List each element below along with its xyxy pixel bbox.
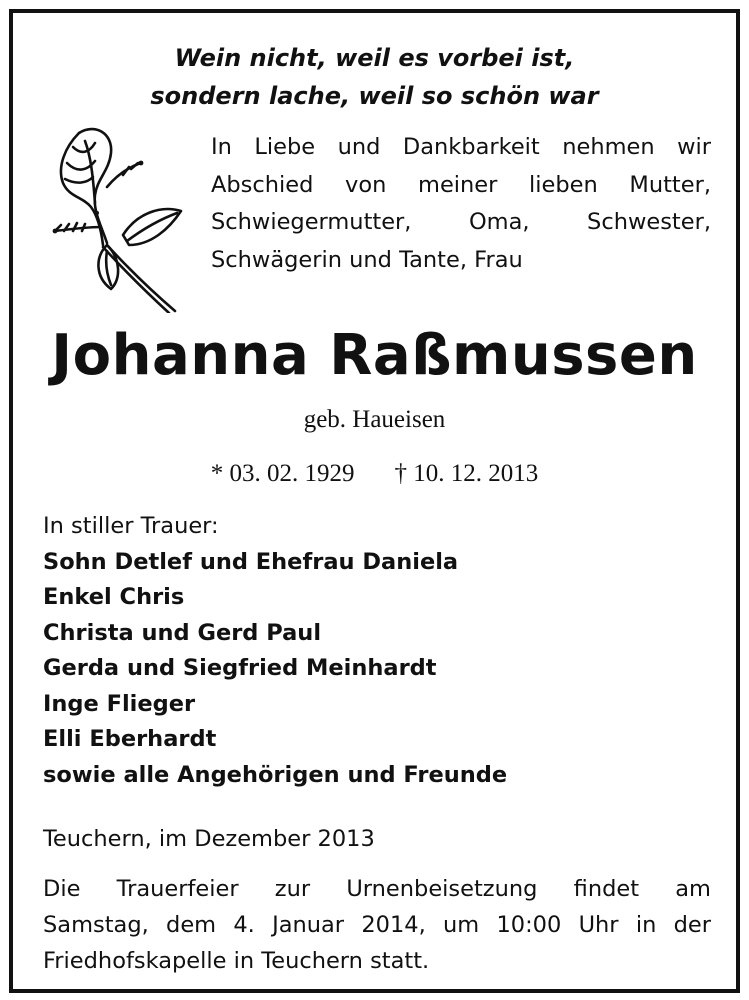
- ceremony-word: zur: [274, 876, 311, 902]
- intro-text: [211, 129, 711, 279]
- intro-word: und: [337, 134, 381, 160]
- intro-line: [211, 242, 711, 280]
- mourner: Enkel Chris: [43, 584, 185, 610]
- ceremony-word: Friedhofskapelle in Teuchern statt.: [43, 948, 430, 974]
- intro-word: In: [211, 134, 232, 160]
- ceremony-word: Die: [43, 876, 81, 902]
- ceremony-word: um: [443, 912, 480, 938]
- intro-word: lieben: [529, 171, 598, 198]
- calla-lily-icon: [37, 117, 187, 313]
- mourner: Gerda und Siegfried Meinhardt: [43, 655, 437, 681]
- obituary-frame: [9, 9, 740, 993]
- mourners-heading: In stiller Trauer:: [43, 513, 219, 539]
- ceremony-word: Trauerfeier: [116, 876, 239, 902]
- place-and-date: Teuchern, im Dezember 2013: [43, 826, 375, 852]
- ceremony-line: [43, 907, 711, 943]
- ceremony-word: der: [673, 912, 711, 938]
- ceremony-word: am: [675, 876, 711, 902]
- ceremony-line: [43, 943, 711, 979]
- intro-word: Abschied: [211, 171, 314, 198]
- ceremony-word: Samstag,: [43, 912, 149, 938]
- ceremony-word: in: [635, 912, 657, 938]
- motto-line-2: sondern lache, weil so schön war: [150, 82, 599, 110]
- intro-word: Mutter,: [629, 171, 711, 198]
- deceased-name: Johanna Raßmussen: [51, 323, 698, 388]
- intro-word: nehmen: [562, 134, 655, 160]
- intro-line: [211, 129, 711, 167]
- mourner: Inge Flieger: [43, 690, 196, 717]
- mourner: Elli Eberhardt: [43, 726, 217, 752]
- ceremony-word: 4.: [233, 912, 255, 938]
- intro-word: Schwester,: [587, 209, 711, 235]
- intro-word: von: [345, 171, 387, 198]
- intro-word: Oma,: [468, 209, 530, 235]
- mourners-list: [43, 509, 723, 793]
- intro-word: wir: [677, 134, 711, 160]
- motto-line-1: Wein nicht, weil es vorbei ist,: [174, 44, 575, 72]
- ceremony-notice: [43, 871, 711, 979]
- ceremony-word: 10:00: [496, 912, 562, 938]
- maiden-name: geb. Haueisen: [303, 406, 446, 433]
- mourner: sowie alle Angehörigen und Freunde: [43, 761, 508, 788]
- ceremony-word: dem: [166, 912, 217, 938]
- birth-date: * 03. 02. 1929: [210, 460, 355, 487]
- intro-word: Liebe: [254, 134, 316, 160]
- mourner: Christa und Gerd Paul: [43, 619, 322, 646]
- intro-line: [211, 167, 711, 205]
- intro-word: Dankbarkeit: [402, 134, 540, 160]
- death-date: † 10. 12. 2013: [394, 460, 539, 487]
- mourner: Sohn Detlef und Ehefrau Daniela: [43, 548, 459, 575]
- ceremony-word: Uhr: [578, 912, 619, 938]
- ceremony-line: [43, 871, 711, 907]
- ceremony-word: Urnenbeisetzung: [346, 876, 538, 902]
- motto: [13, 39, 736, 115]
- ceremony-word: findet: [573, 876, 640, 902]
- intro-word: meiner: [418, 171, 498, 198]
- life-dates: [13, 457, 736, 491]
- intro-line: [211, 204, 711, 242]
- ceremony-word: 2014,: [361, 912, 426, 938]
- ceremony-word: Januar: [272, 912, 345, 938]
- intro-word: Schwägerin und Tante, Frau: [211, 246, 523, 273]
- intro-word: Schwiegermutter,: [211, 209, 412, 235]
